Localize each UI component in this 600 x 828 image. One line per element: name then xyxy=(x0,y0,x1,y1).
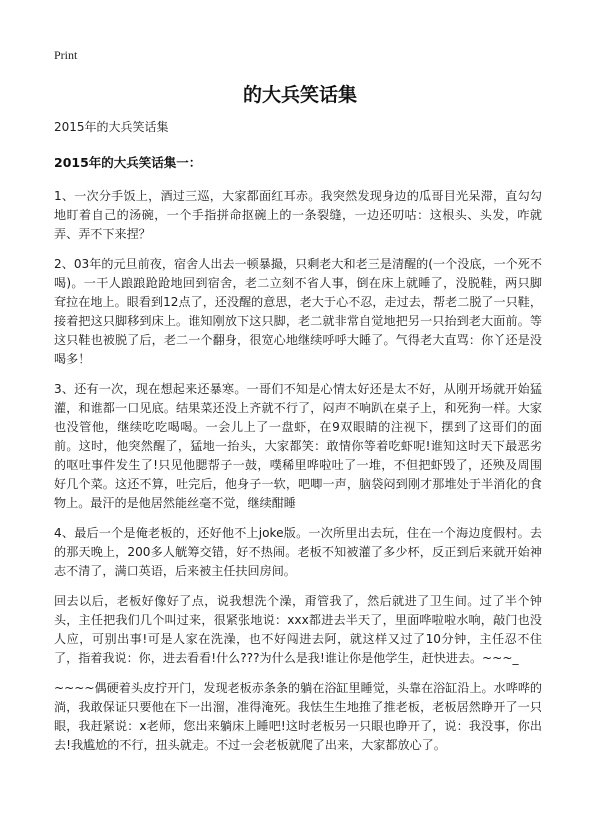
paragraph-joke-1: 1、一次分手饭上，酒过三巡，大家都面红耳赤。我突然发现身边的瓜哥目光呆滞，直勾勾地盯着自己的汤碗，一个手指拼命抠碗上的一条裂缝，一边还叨咕：这根头、头发，咋就弄、弄不下来捏？ xyxy=(54,189,542,241)
paragraph-joke-4-continued: 回去以后，老板好像好了点，说我想洗个澡，甭管我了，然后就进了卫生间。过了半个钟头，主任把我们几个叫过来，很紧张地说：xxx都进去半天了，里面哗啦啦水响，敲门也没人应，可别出事!可是人家在洗澡，也不好闯进去阿，就这样又过了10分钟，主任忍不住了，指着我说：你，进去看看!什么???为什么是我!谁让你是他学生，赶快进去。~~~_ xyxy=(54,594,542,665)
document-body xyxy=(54,118,542,766)
paragraph-joke-4: 4、最后一个是俺老板的，还好他不上joke版。一次所里出去玩，住在一个海边度假村。去的那天晚上，200多人觥筹交错，好不热闹。老板不知被灌了多少杯，反正到后来就开始神志不清了，满口英语，后来被主任扶回房间。 xyxy=(54,526,542,578)
section-heading: 2015年的大兵笑话集一： xyxy=(54,155,202,170)
paragraph-joke-3: 3、还有一次，现在想起来还暴寒。一哥们不知是心情太好还是太不好，从刚开场就开始猛灌，和谁都一口见底。结果菜还没上齐就不行了，闷声不响趴在桌子上，和死狗一样。大家也没管他，继续吃吃喝喝。一会儿上了一盘虾，在9双眼睛的注视下，摆到了这哥们的面前。这时，他突然醒了，猛地一抬头，大家都笑：敢情你等着吃虾呢!谁知这时天下最恶劣的呕吐事件发生了!只见他腮帮子一鼓，噗稀里哗啦吐了一堆，不但把虾毁了，还殃及周围好几个菜。这还不算，吐完后，他身子一软，吧唧一声，脑袋闷到刚才那堆处于半消化的食物上。最汗的是他居然能丝毫不觉，继续酣睡 xyxy=(54,382,542,510)
print-label: Print xyxy=(54,48,78,62)
paragraph-joke-4-ending: ~~~~偶硬着头皮拧开门，发现老板赤条条的躺在浴缸里睡觉，头靠在浴缸沿上。水哗哗的淌，我敢保证只要他在下一出溜，准得淹死。我怯生生地推了推老板，老板居然睁开了一只眼，我赶紧说：x老师，您出来躺床上睡吧!这时老板另一只眼也睁开了，说：我没事，你出去!我尴尬的不行，扭头就走。不过一会老板就爬了出来，大家都放心了。 xyxy=(54,681,543,752)
page-title: 的大兵笑话集 xyxy=(242,84,357,106)
paragraph-joke-2: 2、03年的元旦前夜，宿舍人出去一顿暴撮，只剩老大和老三是清醒的(一个没底，一个死不喝)。一干人踉踉跄跄地回到宿舍，老二立刻不省人事，倒在床上就睡了，没脱鞋，两只脚耷拉在地上。眼看到12点了，还没醒的意思，老大于心不忍，走过去，帮老二脱了一只鞋，接着把这只脚移到床上。谁知刚放下这只脚，老二就非常自觉地把另一只抬到老大面前。等这只鞋也被脱了后，老二一个翻身，很宽心地继续呼呼大睡了。气得老大直骂：你丫还是没喝多！ xyxy=(54,257,542,366)
document-subtitle: 2015年的大兵笑话集 xyxy=(54,120,169,134)
